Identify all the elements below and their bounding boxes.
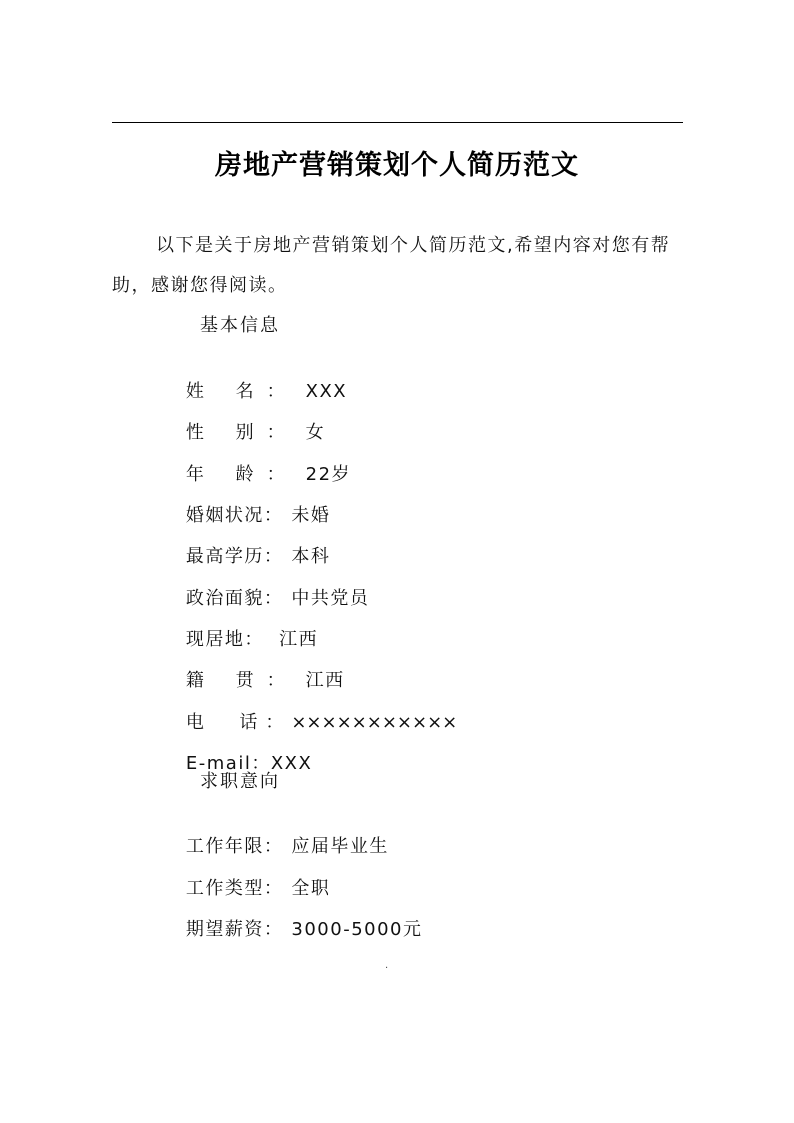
field-value: 江西: [305, 670, 345, 691]
field-value: XXX: [270, 753, 313, 774]
header-rule: [112, 122, 683, 123]
field-label: 籍 贯：: [185, 670, 298, 691]
field-label: 工作类型：: [185, 878, 284, 899]
field-value: ×××××××××××: [291, 712, 458, 733]
field-label: 工作年限：: [185, 836, 284, 857]
field-label: 婚姻状况：: [185, 505, 284, 526]
field-label: 最高学历：: [185, 546, 284, 567]
field-value: 女: [305, 422, 326, 443]
field-label: 电 话：: [185, 712, 292, 733]
field-label: 政治面貌：: [185, 588, 284, 609]
field-label: E-mail：: [185, 753, 271, 774]
intro-paragraph: 以下是关于房地产营销策划个人简历范文,希望内容对您有帮助，感谢您得阅读。: [112, 235, 671, 296]
field-value: 江西: [271, 629, 319, 650]
field-label: 年 龄：: [185, 464, 298, 485]
field-label: 姓 名：: [185, 381, 298, 402]
section-heading-basic-info: 基本信息: [200, 315, 280, 336]
field-value: XXX: [305, 381, 348, 402]
field-value: 本科: [291, 546, 331, 567]
field-label: 现居地：: [185, 629, 264, 650]
field-value: 未婚: [291, 505, 331, 526]
field-label: 性 别：: [185, 422, 298, 443]
field-row-expected-salary: [157, 894, 423, 966]
section-heading-job-intent: 求职意向: [200, 771, 280, 792]
field-value: 全职: [291, 878, 331, 899]
field-value: 应届毕业生: [291, 836, 389, 857]
field-value: 22岁: [305, 464, 352, 485]
footer-mark: .: [385, 960, 389, 971]
field-value: 中共党员: [291, 588, 370, 609]
field-label: 期望薪资：: [185, 919, 284, 940]
document-title: 房地产营销策划个人简历范文: [215, 150, 579, 181]
field-value: 3000-5000元: [291, 919, 423, 940]
